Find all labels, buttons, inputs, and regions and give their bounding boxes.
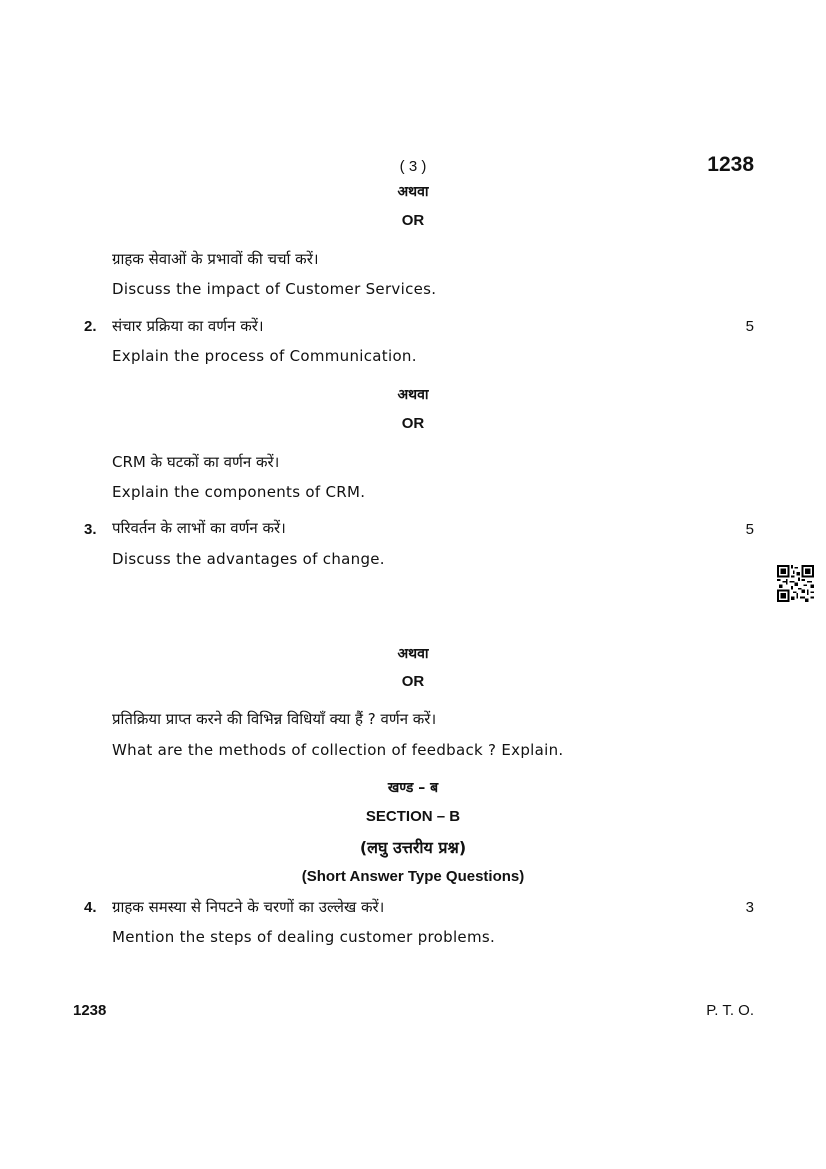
section-hindi: खण्ड – ब xyxy=(387,780,439,796)
or-english: OR xyxy=(401,673,425,690)
qr-code-icon xyxy=(777,565,814,602)
q2-alt-english: Explain the components of CRM. xyxy=(112,483,366,501)
footer-code: 1238 xyxy=(73,1002,107,1019)
footer-pto: P. T. O. xyxy=(706,1002,754,1019)
section-type-english: (Short Answer Type Questions) xyxy=(301,868,525,885)
q3-alt-hindi: प्रतिक्रिया प्राप्त करने की विभिन्न विधियाँ क्या हैं ? वर्णन करें। xyxy=(112,710,437,728)
q4-marks: 3 xyxy=(745,899,754,916)
q3-marks: 5 xyxy=(745,521,754,538)
q3-hindi: परिवर्तन के लाभों का वर्णन करें। xyxy=(112,519,286,537)
q4-number: 4. xyxy=(84,899,97,916)
or-hindi: अथवा xyxy=(397,387,429,403)
section-title: SECTION – B xyxy=(365,808,461,825)
or-english: OR xyxy=(401,212,425,229)
or-hindi: अथवा xyxy=(397,646,429,662)
paper-code: 1238 xyxy=(707,153,754,176)
q2-english: Explain the process of Communication. xyxy=(112,347,417,365)
q3-number: 3. xyxy=(84,521,97,538)
page-number: ( 3 ) xyxy=(399,158,427,175)
q4-hindi: ग्राहक समस्या से निपटने के चरणों का उल्लेख करें। xyxy=(112,898,385,916)
section-type-hindi: (लघु उत्तरीय प्रश्न) xyxy=(359,838,467,857)
q3-english: Discuss the advantages of change. xyxy=(112,550,385,568)
q4-english: Mention the steps of dealing customer problems. xyxy=(112,928,496,946)
q1-alt-hindi: ग्राहक सेवाओं के प्रभावों की चर्चा करें। xyxy=(112,250,319,268)
or-hindi: अथवा xyxy=(397,184,429,200)
q3-alt-english: What are the methods of collection of feedback ? Explain. xyxy=(112,741,564,759)
q2-hindi: संचार प्रक्रिया का वर्णन करें। xyxy=(112,317,264,335)
q1-alt-english: Discuss the impact of Customer Services. xyxy=(112,280,437,298)
q2-alt-hindi: CRM के घटकों का वर्णन करें। xyxy=(112,453,280,471)
q2-number: 2. xyxy=(84,318,97,335)
q2-marks: 5 xyxy=(745,318,754,335)
or-english: OR xyxy=(401,415,425,432)
